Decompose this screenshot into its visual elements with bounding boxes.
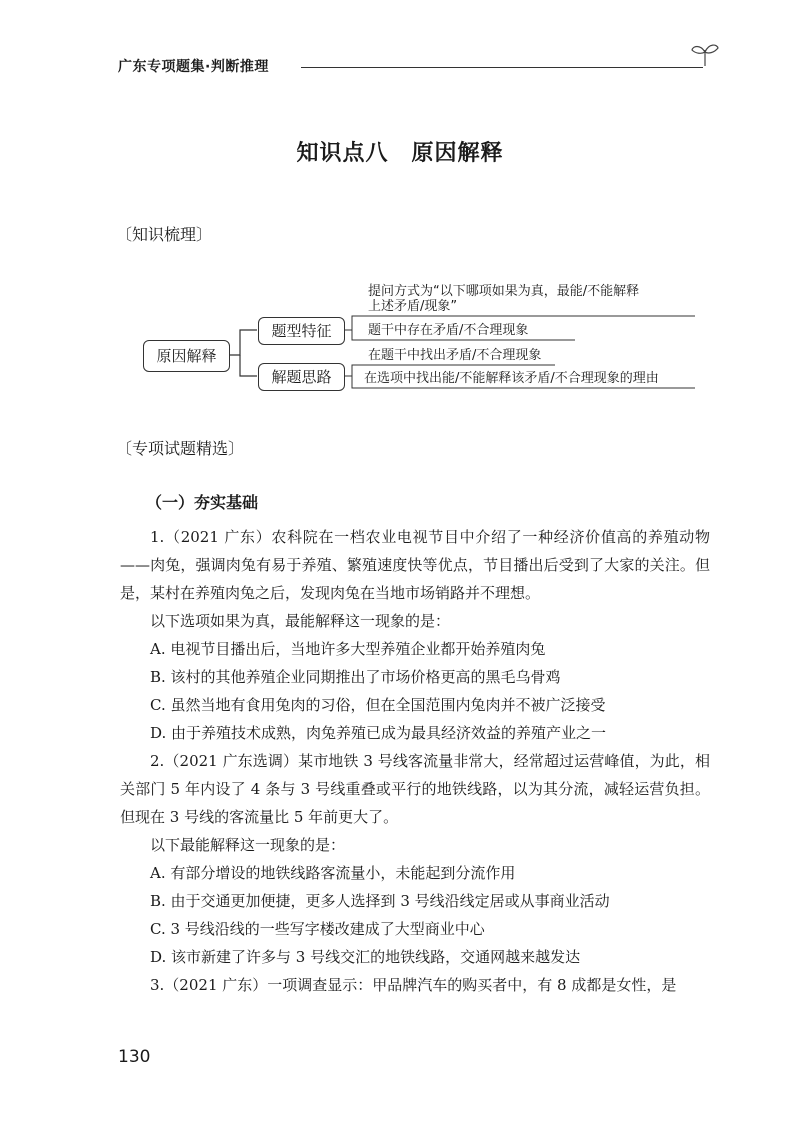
section-knowledge-label: 知识梳理 (132, 225, 197, 244)
question-stem: 2.（2021 广东选调）某市地铁 3 号线客流量非常大，经常超过运营峰值，为此，相关部门 5 年内设了 4 条与 3 号线重叠或平行的地铁线路，以为其分流，减轻运营负担。但现在 3 号线的客流量比 5 年前更大了。 (120, 752, 710, 826)
chapter-title: 知识点八 原因解释 (296, 141, 504, 166)
question-option: B. 由于交通更加便捷，更多人选择到 3 号线沿线定居或从事商业活动 (150, 892, 610, 910)
question-prompt: 以下选项如果为真，最能解释这一现象的是： (150, 612, 451, 630)
question-list (120, 523, 710, 999)
question-option: C. 3 号线沿线的一些写字楼改建成了大型商业中心 (150, 920, 485, 938)
section-practice-label: 专项试题精选 (132, 439, 229, 458)
question-option: D. 由于养殖技术成熟，肉兔养殖已成为最具经济效益的养殖产业之一 (150, 724, 607, 742)
question-option: A. 有部分增设的地铁线路客流量小，未能起到分流作用 (150, 864, 516, 882)
mindmap-branch-approach: 解题思路 (258, 363, 345, 391)
question-option: D. 该市新建了许多与 3 号线交汇的地铁线路，交通网越来越发达 (150, 948, 581, 966)
mindmap-leaf: 上述矛盾/现象” (368, 299, 458, 314)
question-option: C. 虽然当地有食用兔肉的习俗，但在全国范围内兔肉并不被广泛接受 (150, 696, 606, 714)
mindmap-root: 原因解释 (143, 340, 230, 372)
running-title: 广东专项题集·判断推理 (118, 59, 269, 75)
question-stem: 1.（2021 广东）农科院在一档农业电视节目中介绍了一种经济价值高的养殖动物——肉兔，强调肉兔有易于养殖、繁殖速度快等优点，节目播出后受到了大家的关注。但是，某村在养殖肉兔之后，发现肉兔在当地市场销路并不理想。 (120, 528, 710, 602)
subsection-heading: （一）夯实基础 (146, 493, 259, 512)
bracket-close: 〕 (228, 439, 245, 458)
bracket-close: 〕 (196, 225, 213, 244)
mindmap-leaf: 题干中存在矛盾/不合理现象 (368, 323, 529, 338)
bracket-open: 〔 (116, 225, 133, 244)
question-option: A. 电视节目播出后，当地许多大型养殖企业都开始养殖肉兔 (150, 640, 546, 658)
question-option: B. 该村的其他养殖企业同期推出了市场价格更高的黑毛乌骨鸡 (150, 668, 561, 686)
mindmap-leaf: 在题干中找出矛盾/不合理现象 (368, 348, 542, 363)
page-number: 130 (118, 1047, 151, 1067)
question-prompt: 以下最能解释这一现象的是： (150, 836, 346, 854)
question-stem: 3.（2021 广东）一项调查显示：甲品牌汽车的购买者中，有 8 成都是女性，是 (150, 976, 677, 994)
mindmap-leaf: 在选项中找出能/不能解释该矛盾/不合理现象的理由 (364, 371, 659, 386)
mindmap-branch-features: 题型特征 (258, 317, 345, 345)
section-practice-heading (116, 436, 244, 459)
bracket-open: 〔 (116, 439, 133, 458)
mindmap-leaf: 提问方式为“以下哪项如果为真，最能/不能解释 (368, 284, 640, 299)
